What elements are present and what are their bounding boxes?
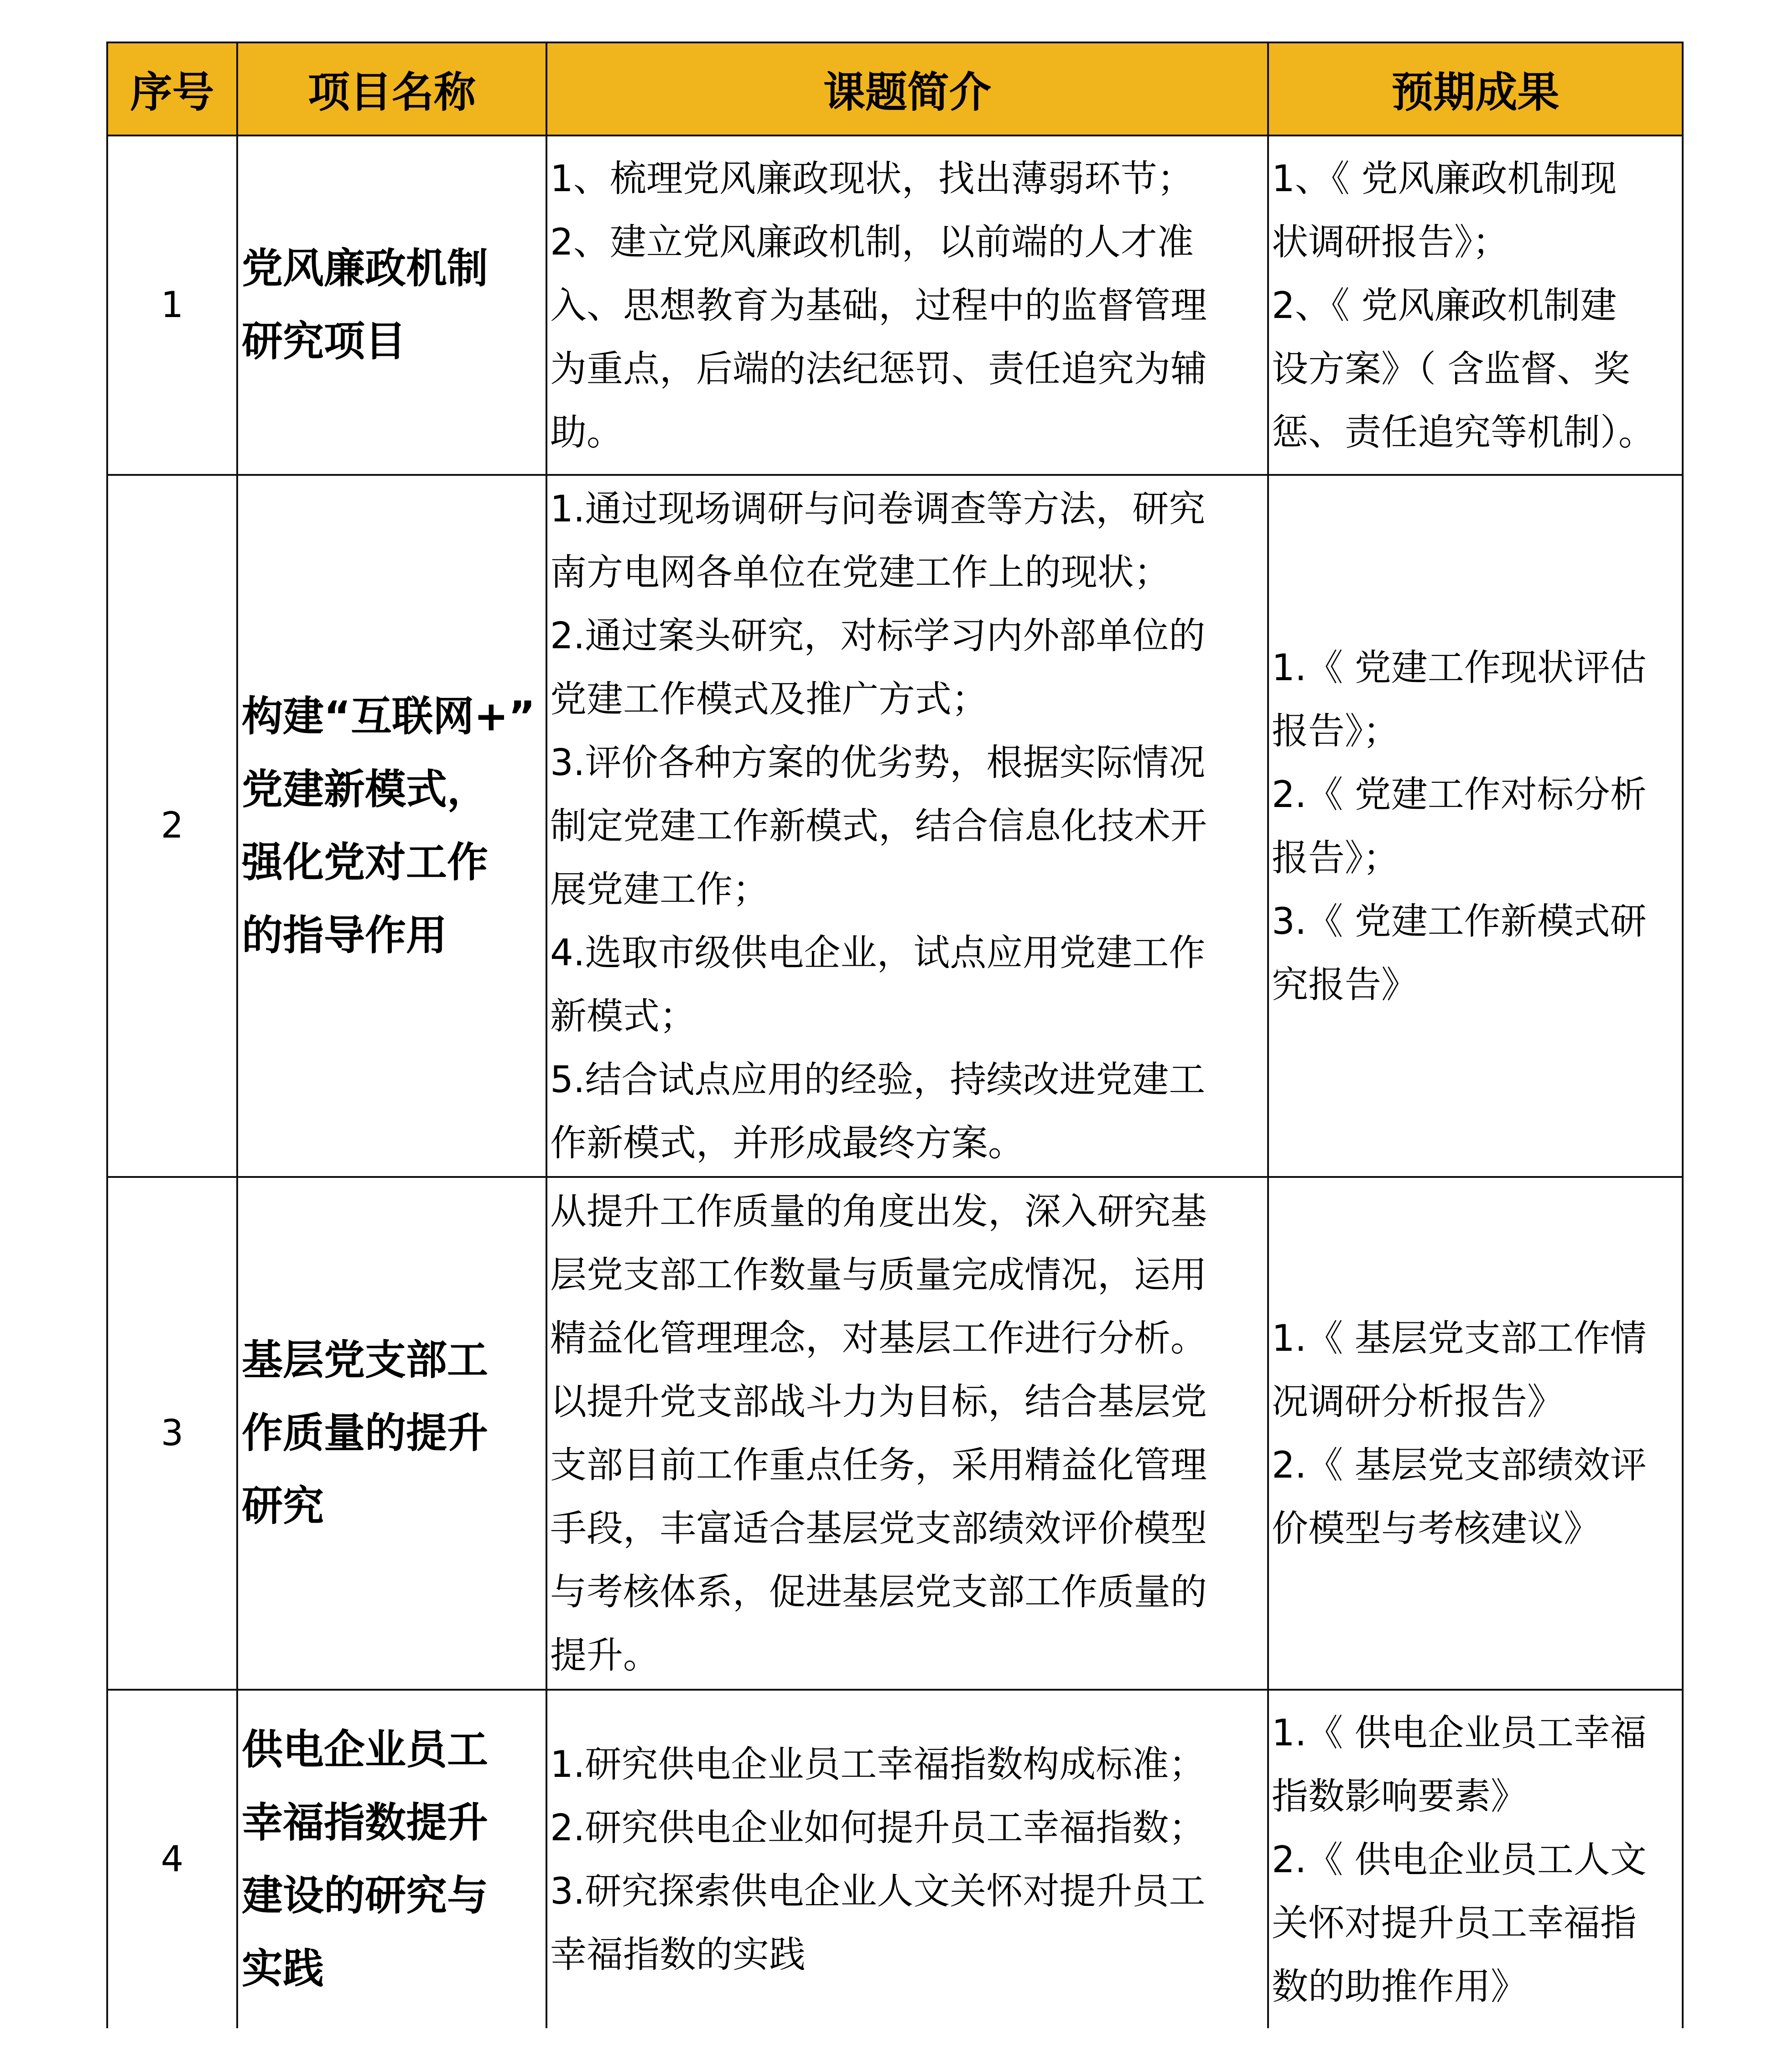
result-line: 1.《 基层党支部工作情 [1272,1317,1647,1359]
result-line: 报告》； [1272,709,1399,752]
project-name-line: 构建“互联网+” [242,692,536,740]
summary-line: 5.结合试点应用的经验，持续改进党建工 [550,1058,1206,1101]
header-project-name: 项目名称 [237,42,546,135]
result-line: 指数影响要素》 [1272,1775,1527,1817]
result-line: 究报告》 [1272,963,1418,1006]
project-name-line: 供电企业员工 [242,1726,488,1774]
topic-summary-cell [546,135,1268,475]
topic-summary-cell [546,475,1268,1177]
summary-line: 党建工作模式及推广方式； [550,678,988,720]
summary-line: 制定党建工作新模式，结合信息化技术开 [550,805,1207,847]
expected-results-cell [1268,475,1683,1177]
summary-line: 手段，丰富适合基层党支部绩效评价模型 [550,1507,1207,1550]
summary-line: 以提升党支部战斗力为目标，结合基层党 [550,1380,1207,1423]
project-name-line: 实践 [242,1945,324,1993]
project-name-line: 基层党支部工 [242,1336,488,1384]
result-line: 1.《 党建工作现状评估 [1272,646,1647,689]
topic-summary-cell [546,1690,1268,2028]
table-row [107,135,1683,475]
project-name-cell [237,1690,546,2028]
project-name-line: 强化党对工作 [242,838,488,886]
summary-line: 幸福指数的实践 [550,1933,806,1976]
result-line: 报告》； [1272,836,1399,879]
summary-line: 1.通过现场调研与问卷调查等方法，研究 [550,488,1206,530]
result-line: 2.《 供电企业员工人文 [1272,1838,1647,1881]
serial-number-cell: 1 [107,135,237,475]
result-line: 设方案》（ 含监督、奖 [1272,347,1630,390]
project-name-cell [237,135,546,475]
serial-number-cell: 3 [107,1177,237,1690]
summary-line: 支部目前工作重点任务，采用精益化管理 [550,1444,1207,1486]
table-header-row [107,42,1683,135]
project-name-line: 研究项目 [242,318,406,365]
header-expected-results: 预期成果 [1268,42,1683,135]
expected-results-cell [1268,1690,1683,2028]
summary-line: 层党支部工作数量与质量完成情况，运用 [550,1254,1207,1296]
summary-line: 与考核体系，促进基层党支部工作质量的 [550,1571,1207,1613]
project-name-line: 的指导作用 [242,911,447,959]
summary-line: 2.通过案头研究，对标学习内外部单位的 [550,614,1206,657]
project-table [106,42,1684,2028]
result-line: 惩、责任追究等机制）。 [1272,411,1655,453]
project-name-line: 幸福指数提升 [242,1799,488,1847]
summary-line: 新模式； [550,995,696,1037]
topic-summary-cell [546,1177,1268,1690]
project-name-line: 作质量的提升 [242,1409,488,1457]
project-name-line: 建设的研究与 [242,1872,488,1920]
summary-line: 3.评价各种方案的优劣势，根据实际情况 [550,741,1206,784]
result-line: 2.《 基层党支部绩效评 [1272,1444,1647,1486]
project-name-cell [237,475,546,1177]
result-line: 数的助推作用》 [1272,1965,1527,2008]
summary-line: 从提升工作质量的角度出发，深入研究基 [550,1190,1207,1233]
project-name-line: 研究 [242,1482,324,1530]
summary-line: 2.研究供电企业如何提升员工幸福指数； [550,1806,1206,1849]
expected-results-cell [1268,1177,1683,1690]
table-row [107,1177,1683,1690]
result-line: 2.《 党建工作对标分析 [1272,773,1647,816]
summary-line: 4.选取市级供电企业，试点应用党建工作 [550,932,1206,974]
summary-line: 作新模式，并形成最终方案。 [550,1122,1024,1164]
result-line: 1、《 党风廉政机制现 [1272,157,1617,200]
result-line: 1.《 供电企业员工幸福 [1272,1711,1647,1754]
summary-line: 1、梳理党风廉政现状，找出薄弱环节； [550,157,1194,200]
project-name-line: 党风廉政机制 [242,245,488,292]
summary-line: 入、思想教育为基础，过程中的监督管理 [550,284,1207,327]
table-row [107,1690,1683,2028]
summary-line: 2、建立党风廉政机制，以前端的人才准 [550,220,1194,263]
summary-line: 为重点，后端的法纪惩罚、责任追究为辅 [550,347,1207,390]
summary-line: 3.研究探索供电企业人文关怀对提升员工 [550,1870,1206,1912]
result-line: 价模型与考核建议》 [1272,1507,1600,1550]
summary-line: 助。 [550,411,623,453]
summary-line: 1.研究供电企业员工幸福指数构成标准； [550,1743,1206,1786]
serial-number-cell: 2 [107,475,237,1177]
expected-results-cell [1268,135,1683,475]
result-line: 关怀对提升员工幸福指 [1272,1901,1637,1944]
serial-number-cell: 4 [107,1690,237,2028]
project-name-line: 党建新模式， [242,765,488,813]
summary-line: 南方电网各单位在党建工作上的现状； [550,551,1170,593]
header-serial-number: 序号 [107,42,237,135]
result-line: 2、《 党风廉政机制建 [1272,284,1617,327]
summary-line: 展党建工作； [550,868,769,911]
summary-line: 提升。 [550,1634,660,1676]
result-line: 状调研报告》； [1272,220,1509,263]
result-line: 3.《 党建工作新模式研 [1272,900,1647,942]
result-line: 况调研分析报告》 [1272,1380,1564,1423]
table-row [107,475,1683,1177]
summary-line: 精益化管理理念，对基层工作进行分析。 [550,1317,1207,1359]
project-name-cell [237,1177,546,1690]
header-topic-summary: 课题简介 [546,42,1268,135]
